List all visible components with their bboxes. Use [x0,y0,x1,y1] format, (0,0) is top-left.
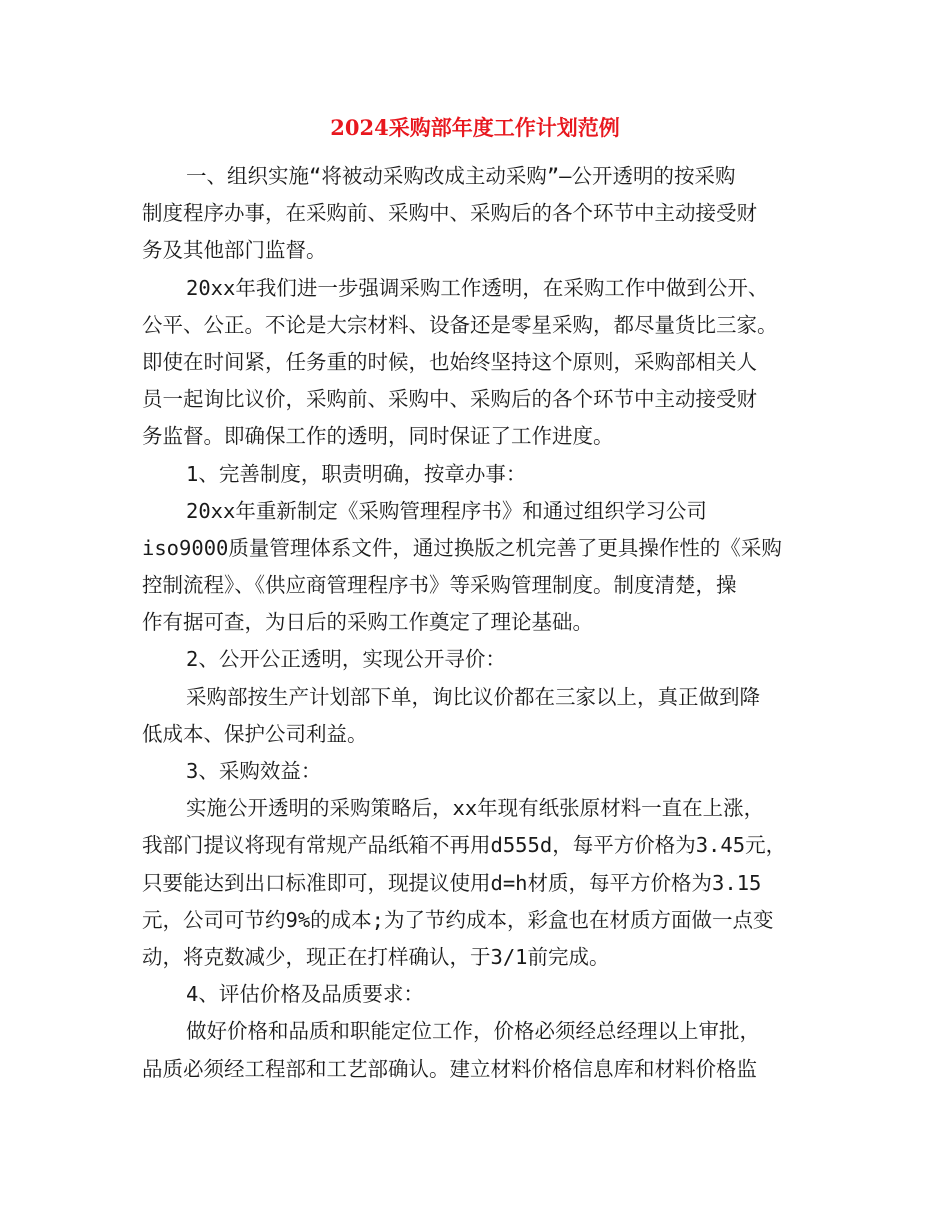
body-line: 员一起询比议价，采购前、采购中、采购后的各个环节中主动接受财 [142,387,757,412]
body-line: 2、公开公正透明，实现公开寻价： [186,647,506,672]
body-line: 品质必须经工程部和工艺部确认。建立材料价格信息库和材料价格监 [142,1056,757,1081]
body-line: 动，将克数减少，现正在打样确认，于3/1前完成。 [142,944,610,969]
body-line: 低成本、保护公司利益。 [142,721,368,746]
body-line: 制度程序办事，在采购前、采购中、采购后的各个环节中主动接受财 [142,201,757,226]
body-line: 20xx年重新制定《采购管理程序书》和通过组织学习公司 [186,498,707,523]
body-line: 公平、公正。不论是大宗材料、设备还是零星采购，都尽量货比三家。 [142,312,778,337]
body-line: 元，公司可节约9%的成本;为了节约成本，彩盒也在材质方面做一点变 [142,907,774,932]
body-line: 一、组织实施“将被动采购改成主动采购”—公开透明的按采购 [186,164,736,188]
body-line: 只要能达到出口标准即可，现提议使用d=h材质，每平方价格为3.15 [142,870,762,895]
document-body [142,158,810,1088]
body-line: 作有据可查，为日后的采购工作奠定了理论基础。 [142,610,593,635]
body-line: 4、评估价格及品质要求： [186,982,424,1007]
body-line: iso9000质量管理体系文件，通过换版之机完善了更具操作性的《采购 [142,535,782,560]
body-line: 务监督。即确保工作的透明，同时保证了工作进度。 [142,424,614,449]
body-line: 做好价格和品质和职能定位工作，价格必须经总经理以上审批， [186,1019,760,1044]
body-line: 实施公开透明的采购策略后，xx年现有纸张原材料一直在上涨， [186,796,765,821]
body-line: 1、完善制度，职责明确，按章办事： [186,461,527,486]
body-line: 即使在时间紧，任务重的时候，也始终坚持这个原则，采购部相关人 [142,349,757,374]
body-line: 控制流程》、《供应商管理程序书》等采购管理制度。制度清楚，操 [142,573,737,598]
body-line: 我部门提议将现有常规产品纸箱不再用d555d，每平方价格为3.45元， [142,833,787,858]
body-line: 3、采购效益： [186,759,322,783]
body-line: 采购部按生产计划部下单，询比议价都在三家以上，真正做到降 [186,684,760,709]
document-title: 2024采购部年度工作计划范例 [330,115,620,140]
body-line: 20xx年我们进一步强调采购工作透明，在采购工作中做到公开、 [186,275,769,300]
body-line: 务及其他部门监督。 [142,238,327,263]
